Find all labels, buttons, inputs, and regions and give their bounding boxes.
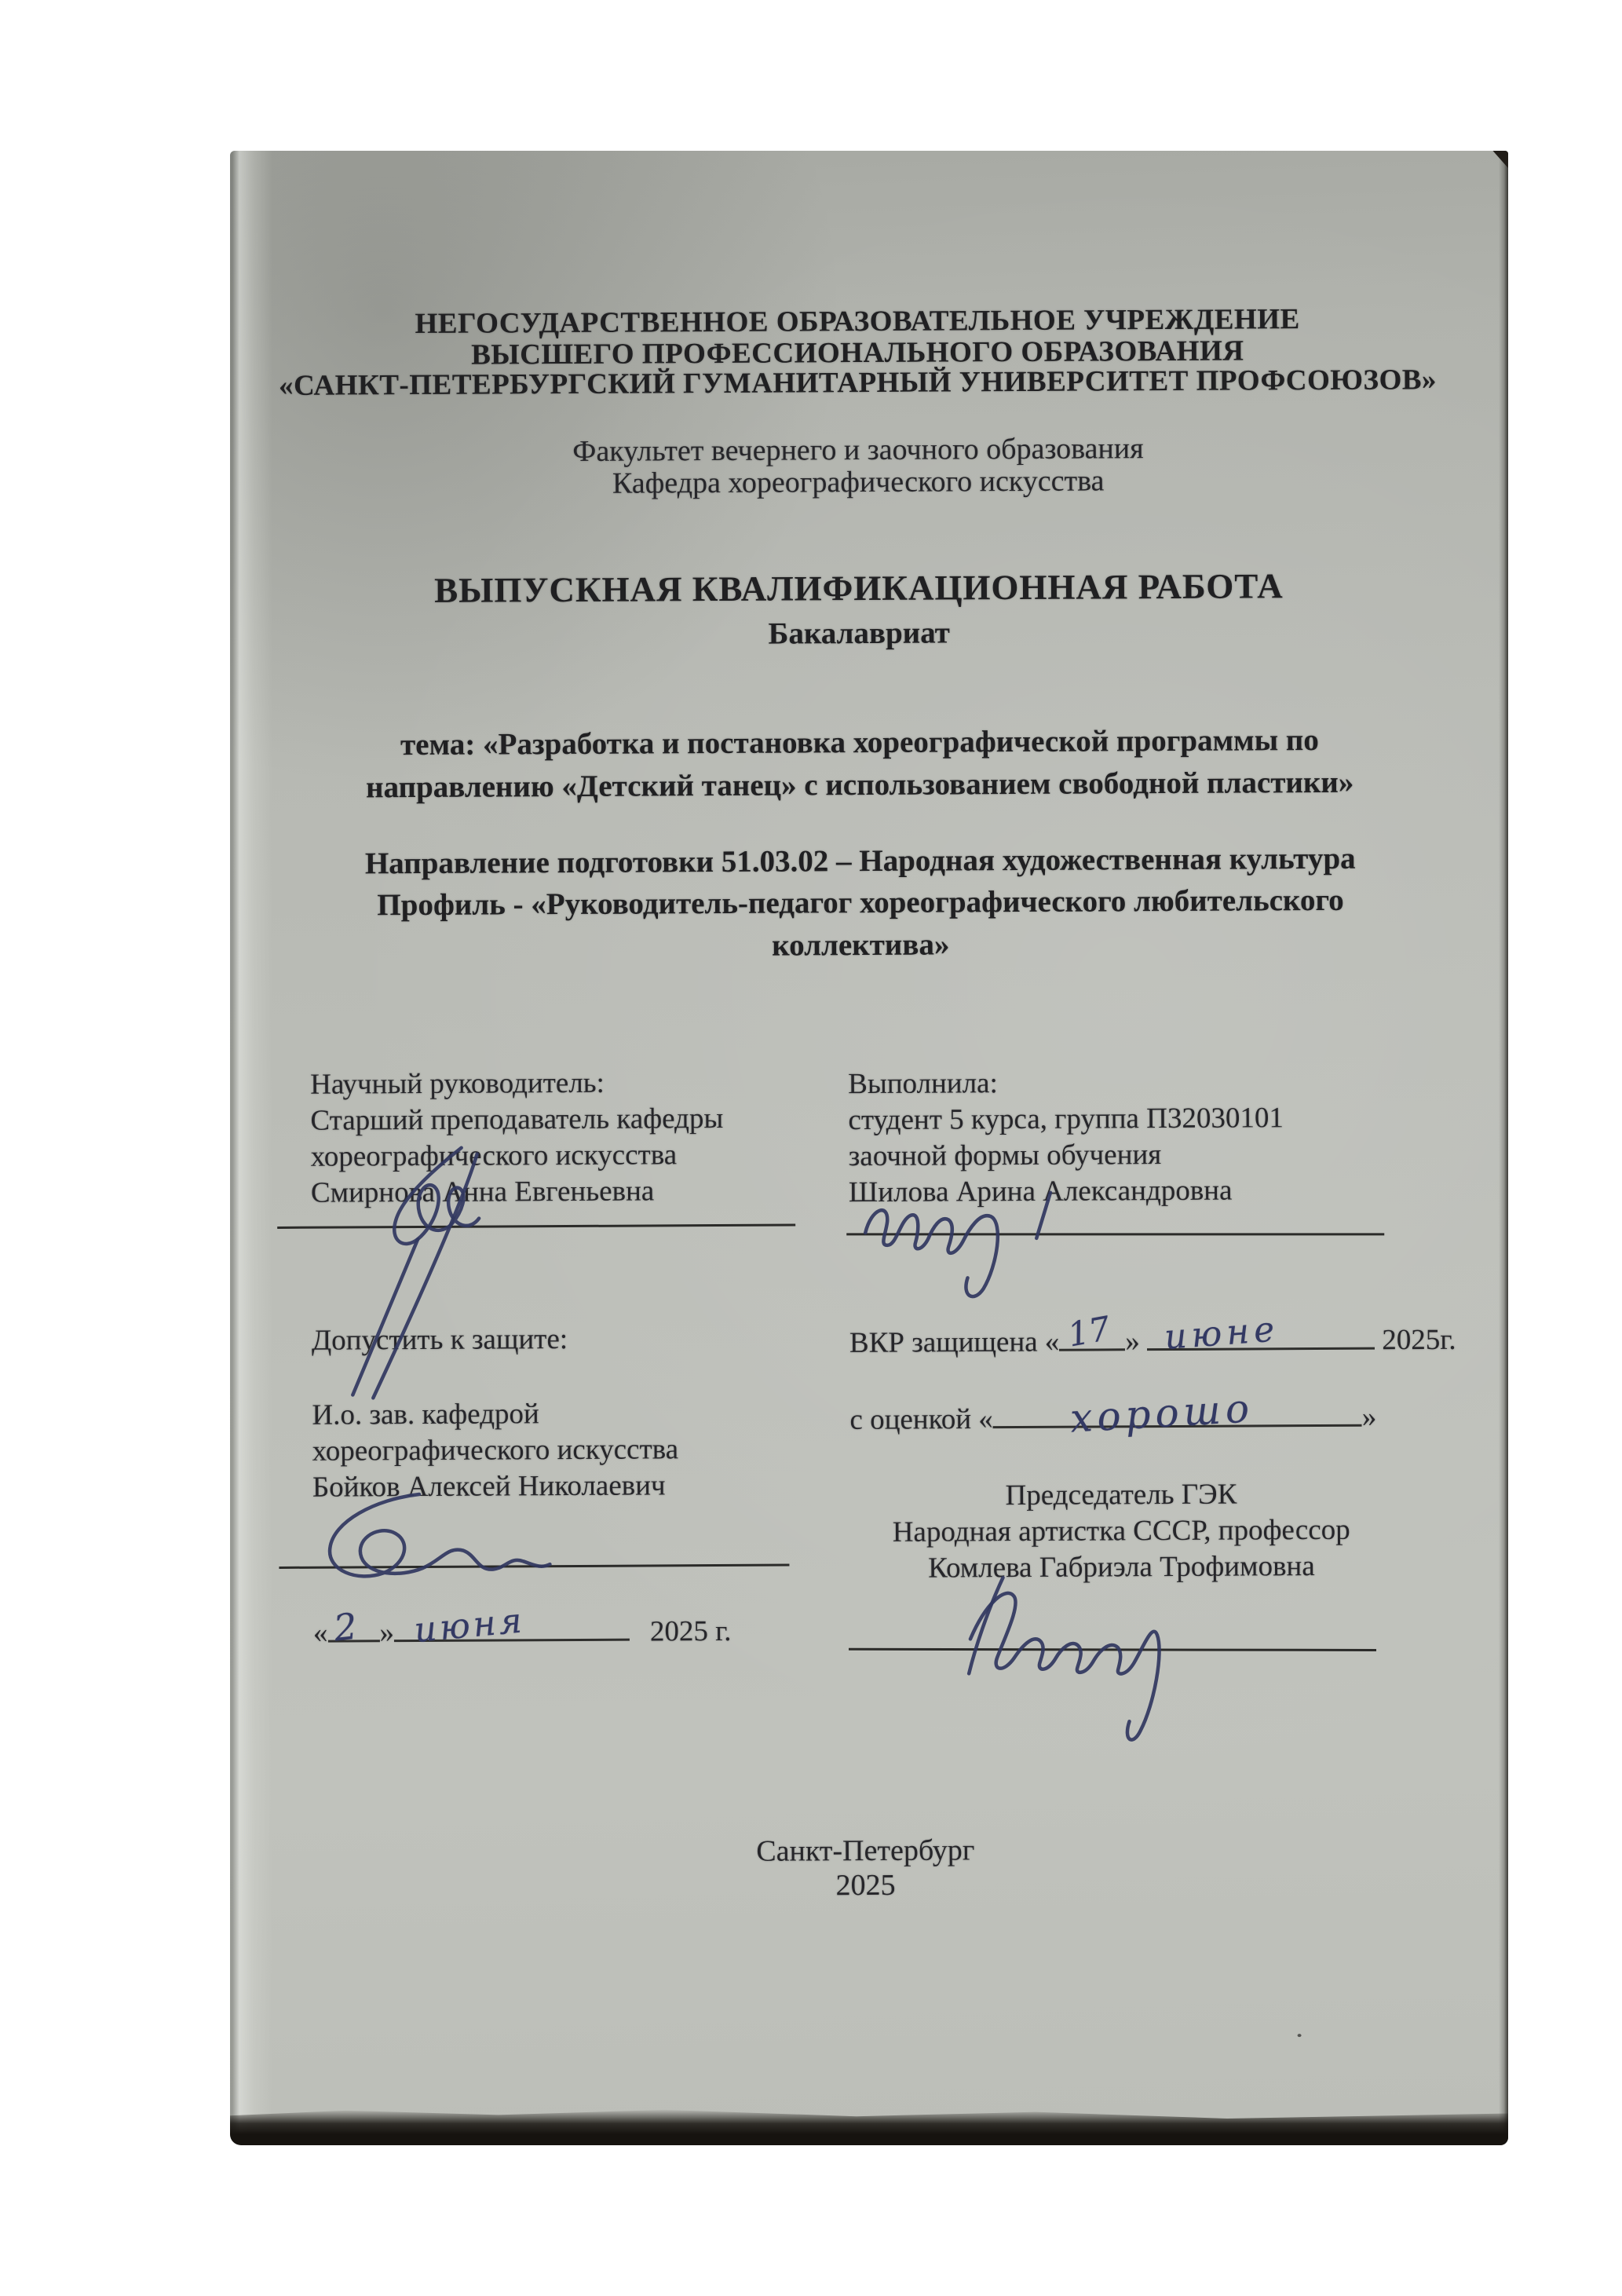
defense-day-handwritten: 17 — [1065, 1308, 1114, 1355]
admission-year: 2025 г. — [649, 1614, 732, 1648]
student-info-2: заочной формы обучения — [848, 1139, 1162, 1173]
grade-handwritten: хорошо — [1069, 1384, 1255, 1442]
defense-prefix: ВКР защищена « — [849, 1325, 1060, 1359]
institution-line-1: НЕГОСУДАРСТВЕННОЕ ОБРАЗОВАТЕЛЬНОЕ УЧРЕЖДЕНИЕ — [415, 303, 1300, 341]
student-name: Шилова Арина Александровна — [848, 1174, 1233, 1209]
theme-line-2: направлению «Детский танец» с использованием свободной пластики» — [366, 765, 1354, 805]
defense-date-line — [849, 1308, 1456, 1362]
defense-day-blank — [1059, 1308, 1125, 1355]
admission-day-blank — [327, 1604, 379, 1650]
institution-line-2: ВЫСШЕГО ПРОФЕССИОНАЛЬНОГО ОБРАЗОВАНИЯ — [471, 335, 1244, 371]
admission-date-close: » — [379, 1616, 394, 1649]
admission-day-handwritten: 2 — [331, 1604, 360, 1650]
department-line: Кафедра хореографического искусства — [612, 464, 1105, 500]
photo-of-document — [230, 151, 1508, 2145]
supervisor-name: Смирнова Анна Евгеньевна — [310, 1175, 655, 1209]
head-signature — [281, 1486, 557, 1597]
faculty-line: Факультет вечернего и заочного образования — [572, 432, 1144, 468]
head-position-1: И.о. зав. кафедрой — [312, 1398, 539, 1431]
defense-day-close: » — [1125, 1325, 1140, 1358]
head-position-2: хореографического искусства — [312, 1433, 679, 1468]
footer-city: Санкт-Петербург — [756, 1834, 975, 1868]
admission-label: Допустить к защите: — [311, 1323, 568, 1357]
student-label: Выполнила: — [848, 1067, 998, 1101]
admission-month-handwritten: июня — [412, 1600, 527, 1651]
grade-blank — [993, 1384, 1362, 1442]
profile-line-1: Профиль - «Руководитель-педагог хореографического любительского — [377, 883, 1344, 923]
document-content — [230, 151, 1508, 2145]
admission-month-blank — [394, 1600, 630, 1651]
supervisor-position-1: Старший преподаватель кафедры — [310, 1102, 724, 1137]
grade-close: » — [1361, 1401, 1377, 1434]
student-signature — [853, 1170, 1128, 1313]
supervisor-position-2: хореографического искусства — [310, 1139, 678, 1173]
chairman-name: Комлева Габриэла Трофимовна — [928, 1550, 1315, 1585]
chairman-rank: Народная артистка СССР, профессор — [892, 1513, 1350, 1548]
head-name: Бойков Алексей Николаевич — [312, 1469, 666, 1504]
ink-speck — [1298, 2034, 1302, 2037]
direction-line: Направление подготовки 51.03.02 – Народная художественная культура — [364, 841, 1356, 881]
institution-line-3: «САНКТ-ПЕТЕРБУРГСКИЙ ГУМАНИТАРНЫЙ УНИВЕРСИТЕТ ПРОФСОЮЗОВ» — [279, 364, 1438, 402]
chairman-signature — [937, 1562, 1299, 1756]
defense-month-handwritten: июне — [1163, 1308, 1281, 1358]
theme-line-1: тема: «Разработка и постановка хореографической программы по — [400, 723, 1319, 762]
admission-date-line — [312, 1600, 732, 1651]
student-info-1: студент 5 курса, группа П32030101 — [848, 1102, 1284, 1137]
degree-subtitle: Бакалавриат — [768, 616, 950, 651]
profile-line-2: коллектива» — [772, 927, 950, 963]
defense-month-blank — [1147, 1308, 1375, 1358]
chairman-title: Председатель ГЭК — [1005, 1478, 1237, 1512]
supervisor-signature — [279, 1138, 548, 1414]
supervisor-label: Научный руководитель: — [310, 1066, 605, 1101]
grade-prefix: с оценкой « — [849, 1402, 993, 1436]
work-type-title: ВЫПУСКНАЯ КВАЛИФИКАЦИОННАЯ РАБОТА — [434, 566, 1284, 610]
defense-year: 2025г. — [1382, 1323, 1456, 1357]
footer-year: 2025 — [835, 1868, 896, 1903]
admission-date-open: « — [312, 1617, 328, 1650]
grade-line — [849, 1384, 1377, 1442]
